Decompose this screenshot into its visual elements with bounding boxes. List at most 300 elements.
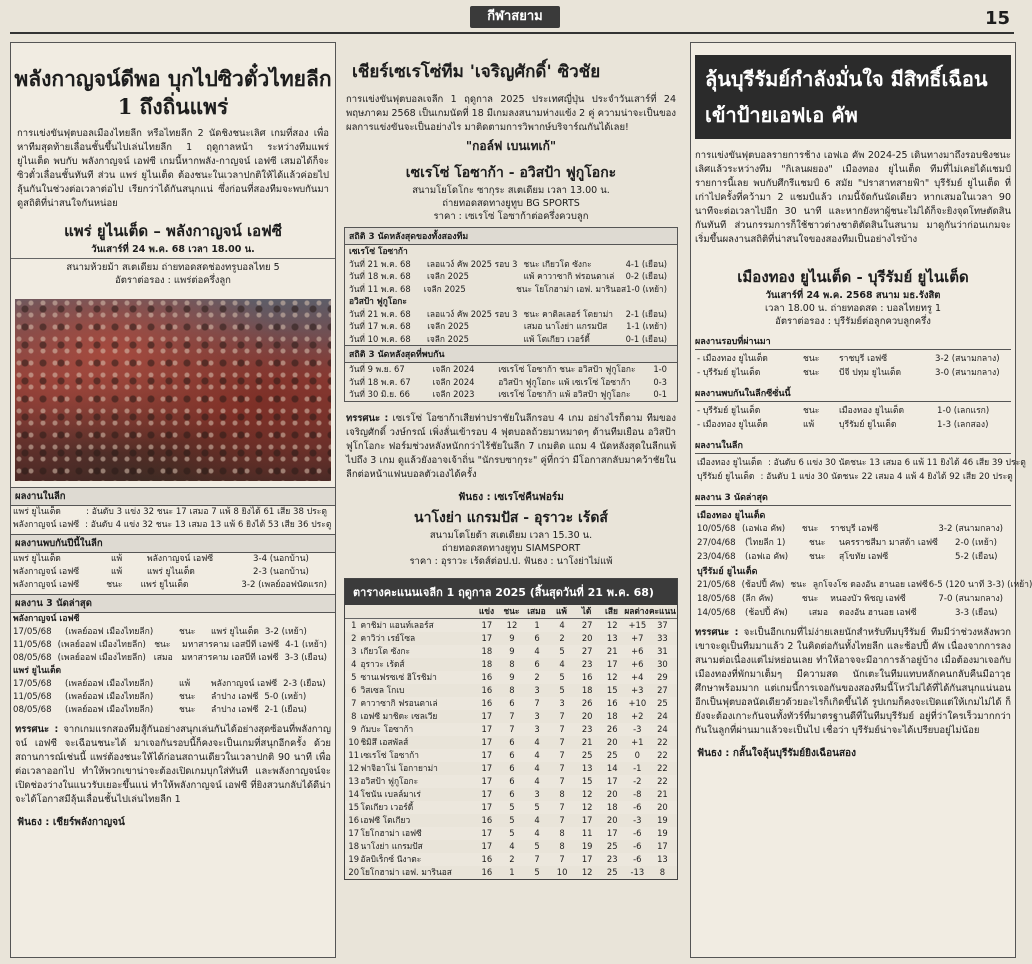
masthead-title: กีฬาสยาม xyxy=(470,6,560,28)
league-header-cell: ได้ xyxy=(581,605,592,616)
league-cell: 2 xyxy=(351,632,357,643)
left-headline: พลังกาญจน์ดีพอ บุกไปซิวตั๋วไทยลีก 1 ถึงถิ่นแพร่ xyxy=(14,66,332,119)
h2h-row-cell: แพร่ ยูไนเต็ด xyxy=(13,554,61,564)
league-cell: 19 xyxy=(657,814,668,825)
league-cell: 25 xyxy=(657,697,668,708)
league-cell: 17 xyxy=(481,801,493,812)
league-cell: 18 xyxy=(606,710,618,721)
league-row-cell: : อันดับ 1 แข่ง 30 นัดชนะ 22 เสมอ 4 แพ้ 4 ยิงได้ 92 เสีย 20 ประตู xyxy=(760,472,1013,482)
right-comment xyxy=(691,620,1015,744)
right-intro: การแข่งขันฟุตบอลรายการช้าง เอฟเอ คัพ 2024-25 เดินทางมาถึงรอบชิงชนะเลิศแล้วระหว่างทีม "กิเลนผยอง" เมืองทอง ยูไนเต็ด ทีมที่ไม่เคยได้แชมป์รายการนี้เลย พบกับศึกรีแชมป์ 6 สมัย "ปราสาทสายฟ้า" บุรีรัมย์ ยูไนเต็ด ที่เก่าไปครั้งที่คว้ามา 2 แชมป์แล้ว เกมนี้จัดกันนัดเดียว หากเสมอในเวลา 90 นาทีจะต่อเวลาไปอีก 30 นาที และหากยังหาผู้ชนะไม่ได้ก็จะยิงจุดโทษตัดสินกันทันที ส่วนกรรมการก็ใช้ชาวต่างชาติตัดสินในสนาม มาดูกันว่าก่อนเกมจะเริ่มขึ้นผลงานสถิติที่น่าสนใจของสองทีมเป็นอย่างไรบ้าง xyxy=(695,150,1011,245)
center-team-b-rows xyxy=(345,308,677,346)
league-cell: 13 xyxy=(581,762,593,773)
result-row xyxy=(691,550,1015,564)
league-cell: 16 xyxy=(348,814,360,825)
league-cell: 8 xyxy=(559,840,565,851)
result-row-cell: สุโขทัย เอฟซี xyxy=(839,552,889,562)
left-comment-text: จากเกมแรกสองทีมสู้กันอย่างสนุกเล่นกันได้อย่างสุดซ้อนที่พลังกาญจน์ เอฟซี จะเฉือนชนะได้ มาเจอกันรอบนี้ก็คงจะเป็นเกมที่สนุกอีกครั้ง ด้วยสถานการณ์เช่นนี้ แพร่ต้องชนะให้ได้ก่อนสถานเดียวในเวลาปกติ 90 นาที เพื่อต่อเวลาออกไป ทำให้พวกเขาน่าจะต้องเปิดเกมบุกใส่ทันที และพลังกาญจน์จะเปิดช่องว่างในแนวรับเยอะขึ้นแน่ ทำให้พลังกาญจน์ เอฟซี ที่ยิงสวนกลับได้ดีน่าจะได้โอกาสมีลุ้นเลื่อนชั้นไปเล่นไทยลีก 1 xyxy=(15,724,331,805)
left-comment xyxy=(11,717,335,813)
league-cell: 22 xyxy=(657,762,668,773)
league-cell: 5 xyxy=(534,866,540,877)
league-cell: 25 xyxy=(606,749,618,760)
result-row xyxy=(13,639,333,652)
league-cell: 1 xyxy=(534,619,540,630)
league-cell: 8 xyxy=(509,658,515,669)
result-row-cell: ลูกโจงโซ ดองอัน ฮานอย เอฟซี xyxy=(812,580,928,590)
result-row xyxy=(691,592,1015,606)
center-bar1: สถิติ 3 นัดหลังสุดของทั้งสองทีม xyxy=(345,228,677,245)
center-h2h-rows xyxy=(345,363,677,401)
result-row-cell: มหาสารคาม เอสบีที เอฟซี xyxy=(181,653,279,663)
center-headline: เชียร์เซเรโซ่ทีม 'เจริญศักดิ์' ซิวชัย xyxy=(352,62,601,82)
result-row-cell: ชนะ xyxy=(154,640,171,650)
league-cell: 14 xyxy=(606,762,618,773)
h2h-row-cell: พลังกาญจน์ เอฟซี xyxy=(13,580,80,590)
league-cell: 3 xyxy=(534,788,540,799)
right-headline: ลุ้นบุรีรัมย์กำลังมั่นใจ มีสิทธิ์เฉือนเข้าป้ายเอฟเอ คัพ xyxy=(695,55,1011,139)
league-cell: 4 xyxy=(534,814,540,825)
result-row-cell: (ลีก คัพ) xyxy=(742,594,774,604)
stat-row-cell: ชนะ โยโกฮาม่า เอฟ. มารินอส xyxy=(516,283,627,294)
h2h-row-cell: แพ้ xyxy=(803,420,815,430)
league-cell: -2 xyxy=(633,775,642,786)
league-row xyxy=(345,619,677,632)
stat-row-cell: 1-0 (เหย้า) xyxy=(626,283,667,294)
league-cell: เกียวโต ซังกะ xyxy=(360,645,410,656)
league-cell: 22 xyxy=(657,736,668,747)
right-match-odds: อัตราต่อรอง : บุรีรัมย์ต่อลูกควบลูกครึ่ง xyxy=(775,316,931,327)
league-cell: 9 xyxy=(509,645,515,656)
league-header-cell: แพ้ xyxy=(555,605,567,616)
stat-row-cell: วันที่ 17 พ.ค. 68 xyxy=(349,321,411,331)
league-cell: 19 xyxy=(581,840,593,851)
right-sub-team1: เมืองทอง ยูไนเต็ด xyxy=(697,511,766,521)
h2h-row-cell: - บุรีรัมย์ ยูไนเต็ด xyxy=(697,406,761,416)
league-row-cell: : อันดับ 6 แข่ง 30 นัดชนะ 13 เสมอ 6 แพ้ 11 ยิงได้ 46 เสีย 39 ประตู xyxy=(768,458,1026,468)
h2h-row-cell: 3-2 (เพลย์ออฟนัดแรก) xyxy=(241,580,327,590)
result-row-cell: 11/05/68 xyxy=(13,692,52,702)
league-cell: 12 xyxy=(506,619,518,630)
league-cell: 21 xyxy=(581,736,593,747)
center-team-a: เซเรโซ่ โอซาก้า xyxy=(349,246,408,256)
league-cell: 17 xyxy=(481,775,493,786)
league-cell: 5 xyxy=(509,827,515,838)
league-cell: 17 xyxy=(581,814,593,825)
league-cell: คาวาซากิ ฟรอนตาเล่ xyxy=(360,697,438,708)
league-cell: 1 xyxy=(509,866,515,877)
league-cell: 27 xyxy=(581,619,593,630)
league-cell: โยโกฮาม่า เอฟ. มารินอส xyxy=(360,866,452,877)
left-last3-section: ผลงาน 3 นัดล่าสุด xyxy=(11,594,335,613)
result-row xyxy=(13,652,333,665)
league-cell: 7 xyxy=(559,710,565,721)
route-row-cell: 3-0 (สนามกลาง) xyxy=(935,368,1000,378)
league-header-cell: ชนะ xyxy=(503,605,520,616)
league-row-cell: : อันดับ 4 แข่ง 32 ชนะ 13 เสมอ 13 แพ้ 6 ยิงได้ 53 เสีย 36 ประตู xyxy=(85,520,332,530)
league-row xyxy=(345,736,677,749)
league-row-cell: แพร่ ยูไนเต็ด xyxy=(13,507,61,517)
h2h-row-cell: บุรีรัมย์ ยูไนเต็ด xyxy=(839,420,897,430)
league-cell: 22 xyxy=(657,775,668,786)
league-cell: โตเกียว เวอร์ดี้ xyxy=(360,801,414,812)
result-row-cell: นครราชสีมา มาสด้า เอฟซี xyxy=(839,538,938,548)
left-league-section: ผลงานในลีก xyxy=(11,487,335,506)
h2h-row-cell: 1-0 (เลกแรก) xyxy=(937,406,990,416)
league-cell: 6 xyxy=(351,684,357,695)
league-cell: 22 xyxy=(657,749,668,760)
league-cell: 18 xyxy=(581,684,593,695)
result-row-cell: มหาสารคาม เอสบีที เอฟซี xyxy=(182,640,280,650)
league-cell: 7 xyxy=(559,736,565,747)
center-stats-table xyxy=(344,227,678,402)
result-row-cell: ชนะ xyxy=(809,552,826,562)
result-row xyxy=(13,691,333,704)
league-row-cell: พลังกาญจน์ เอฟซี xyxy=(13,520,80,530)
result-row-cell: 3-3 (เยือน) xyxy=(284,653,327,663)
league-cell: +7 xyxy=(631,632,644,643)
league-cell: 23 xyxy=(606,853,618,864)
result-row-cell: 11/05/68 xyxy=(13,640,52,650)
result-row xyxy=(13,678,333,691)
league-cell: 20 xyxy=(348,866,360,877)
h2h-row xyxy=(691,404,1015,418)
league-cell: คาวิว่า เรย์โซล xyxy=(360,632,416,643)
league-cell: กัมบะ โอซาก้า xyxy=(360,723,414,734)
league-row xyxy=(345,814,677,827)
league-cell: 31 xyxy=(657,645,668,656)
right-sub-team2: บุรีรัมย์ ยูไนเต็ด xyxy=(697,567,758,577)
league-cell: 7 xyxy=(559,762,565,773)
center-match2-venue: สนามโตโยต้า สเตเดียม เวลา 15.30 น. xyxy=(429,529,593,541)
h2h-row xyxy=(691,418,1015,432)
h2h-row-cell: พลังกาญจน์ เอฟซี xyxy=(13,567,80,577)
league-cell: 19 xyxy=(657,827,668,838)
center-comment xyxy=(342,406,680,488)
result-row-cell: ชนะ xyxy=(179,692,196,702)
stat-row-cell: ชนะ เกียวโต ซังกะ xyxy=(523,258,592,269)
stat-row-cell: ชนะ คาติลเลอร์ โตยาม่า xyxy=(523,308,613,319)
result-row-cell: หนองบัว พิชญ เอฟซี xyxy=(830,594,906,604)
league-cell: -6 xyxy=(633,840,642,851)
center-match2-odds: ราคา : อุราวะ เร้ดส์ต่อป.ป. ฟันธง : นาโงย่าไม่แพ้ xyxy=(409,555,613,567)
h2h-row-cell: ชนะ xyxy=(106,580,123,590)
league-row xyxy=(345,801,677,814)
league-cell: -13 xyxy=(630,866,645,877)
stat-row-cell: แพ้ คาวาซากิ ฟรอนตาเล่ xyxy=(523,271,615,281)
right-route-section: ผลงานรอบที่ผ่านมา xyxy=(695,334,1011,350)
league-table-title: ตารางคะแนนเจลีก 1 ฤดูกาล 2025 (สิ้นสุดวันที่ 21 พ.ค. 68) xyxy=(345,579,677,605)
league-cell: -3 xyxy=(633,814,642,825)
result-row-cell: (เพลย์ออฟ เมืองไทยลีก) xyxy=(57,653,146,663)
stat-row-cell: เจลีก 2023 xyxy=(432,389,475,399)
result-row-cell: ลำปาง เอฟซี xyxy=(211,705,259,715)
league-cell: 29 xyxy=(657,671,668,682)
league-cell: 6 xyxy=(534,632,540,643)
h2h-row-cell: เมืองทอง ยูไนเต็ด xyxy=(839,406,905,416)
league-cell: -1 xyxy=(633,762,642,773)
stat-row-cell: เซเรโซ่ โอซาก้า แพ้ อวิสป้า ฟูกูโอกะ xyxy=(498,389,631,399)
league-cell: 2 xyxy=(509,853,515,864)
result-row-cell: 08/05/68 xyxy=(13,705,52,715)
league-cell: 5 xyxy=(509,801,515,812)
league-cell: 4 xyxy=(534,736,540,747)
right-match-tv: เวลา 18.00 น. ถ่ายทอดสด : บอลไทยทรู 1 xyxy=(764,303,942,314)
league-cell: 8 xyxy=(559,827,565,838)
left-sub-team2: แพร่ ยูไนเต็ด xyxy=(13,666,62,676)
result-row-cell: ชนะ xyxy=(801,594,819,604)
league-cell: ชิมิสึ เอสพัลส์ xyxy=(360,736,409,747)
result-row-cell: เสมอ xyxy=(809,608,829,618)
result-row-cell: ลำปาง เอฟซี xyxy=(211,692,259,702)
result-row-cell: 6-5 (120 นาที 3-3) (เหย้า) xyxy=(928,580,1032,590)
center-match2-title: นาโงย่า แกรมปัส - อุราวะ เร้ดส์ xyxy=(414,509,608,526)
center-author: "กอล์ฟ เบนเทเก้" xyxy=(465,139,557,153)
result-row-cell: เสมอ xyxy=(153,653,173,663)
result-row-cell: ชนะ xyxy=(790,580,807,590)
league-cell: 7 xyxy=(509,710,515,721)
left-team1-rows xyxy=(11,626,335,665)
masthead-rule xyxy=(10,32,1014,34)
left-intro: การแข่งขันฟุตบอลเมืองไทยลีก หรือไทยลีก 2 นัดชิงชนะเลิศ เกมที่สอง เพื่อหาทีมสุดท้ายเลื่อนชั้นขึ้นไปเล่นไทยลีก 1 ฤดูกาลหน้า ระหว่างทีมแพร่ ยูไนเต็ด พบกับ พลังกาญจน์ เอฟซี เกมนี้หากพลัง-กาญจน์ เอฟซี เสมอได้ก็จะซิวตั๋วเลื่อนชั้นทันที ส่วน แพร่ ยูไนเต็ด ต้องชนะในเวลาปกติให้ได้แล้วค่อยไปลุ้นกันในช่วงต่อเวลาต่อไป เรียกว่าได้กันสนุกแน่ ซึ่งก่อนที่สองทีมจะพบกันมาดูสถิติที่น่าสนใจกันหน่อย xyxy=(17,128,329,209)
center-bar2: สถิติ 3 นัดหลังสุดที่พบกัน xyxy=(345,345,677,363)
league-row xyxy=(345,658,677,671)
league-header-cell xyxy=(360,605,473,618)
left-h2h-rows xyxy=(11,553,335,592)
result-row xyxy=(691,606,1015,620)
result-row-cell: (เพลย์ออฟ เมืองไทยลีก) xyxy=(65,705,154,715)
h2h-row-cell: 3-4 (นอกบ้าน) xyxy=(253,554,309,564)
league-cell: 25 xyxy=(606,840,618,851)
result-row-cell: 21/05/68 xyxy=(697,580,736,590)
league-cell: 20 xyxy=(581,710,593,721)
h2h-row-cell: แพ้ xyxy=(111,567,123,577)
league-table-body xyxy=(345,619,677,879)
league-cell: 7 xyxy=(534,853,540,864)
league-row xyxy=(13,506,333,519)
fans-photo xyxy=(15,299,331,481)
league-cell: 10 xyxy=(348,736,360,747)
league-cell: 9 xyxy=(509,632,515,643)
league-cell: โยโกฮาม่า เอฟซี xyxy=(360,827,422,838)
league-cell: 15 xyxy=(606,684,618,695)
center-match2-tv: ถ่ายทอดสดทางยูทูบ SIAMSPORT xyxy=(441,542,581,554)
league-cell: 21 xyxy=(606,645,618,656)
league-row xyxy=(345,645,677,658)
route-row-cell: ราชบุรี เอฟซี xyxy=(839,354,888,364)
center-match1-title: เซเรโซ่ โอซาก้า - อวิสป้า ฟูกูโอกะ xyxy=(405,165,617,181)
h2h-row-cell: 1-3 (เลกสอง) xyxy=(937,420,989,430)
stat-row-cell: 0-3 xyxy=(653,376,667,387)
league-cell: วิสเซล โกเบ xyxy=(360,684,405,695)
h2h-row-cell: 2-3 (นอกบ้าน) xyxy=(253,567,309,577)
stat-row xyxy=(345,258,677,271)
h2h-row-cell: - เมืองทอง ยูไนเต็ด xyxy=(697,420,768,430)
league-cell: 0 xyxy=(634,749,640,760)
result-row-cell: ชนะ xyxy=(179,627,196,637)
league-cell: อุราวะ เร้ดส์ xyxy=(360,658,405,669)
league-cell: 8 xyxy=(509,684,515,695)
league-header-cell: แข่ง xyxy=(478,605,495,616)
left-article xyxy=(10,42,336,958)
league-cell: 1 xyxy=(351,619,357,630)
result-row-cell: ชนะ xyxy=(179,705,196,715)
league-row-cell: บุรีรัมย์ ยูไนเต็ด xyxy=(697,472,755,482)
stat-row xyxy=(345,376,677,389)
center-comment-text: เซเรโซ่ โอซาก้าเสียท่าปราชัยในลีกรอบ 4 เกม อย่างไรก็ตาม ทีมของ เจริญศักดิ์ วงษ์กรณ์ เพิ่งลั่นเข้ารอบ 4 ฟุตบอลถ้วยมาหมาดๆ ด้านทีมเยือน อวิสป้า ฟูโกโอกะ ฟอร์มช่วงหลังหนักกว่าไร้ชัยในลีก 7 เกมติด แถม 4 นัดหลังสุดในลีกแพ้ไปถึง 3 เกม ดูแล้วยังอาจเจ้าถิ่น "นักรบซากุระ" คู่ที่กว่า มีโอกาสกลับมาคว้าชัยในลีกต่อหน้าแฟนบอลตัวเองได้ครั้ง xyxy=(346,412,676,480)
result-row-cell: (เพลย์ออฟ เมืองไทยลีก) xyxy=(65,679,154,689)
league-cell: +1 xyxy=(631,736,644,747)
league-cell: 17 xyxy=(606,827,618,838)
result-row-cell: 7-0 (สนามกลาง) xyxy=(938,594,1003,604)
league-cell: 5 xyxy=(534,801,540,812)
league-cell: +10 xyxy=(628,697,647,708)
right-h2h-rows xyxy=(691,404,1015,432)
league-cell: +3 xyxy=(631,684,644,695)
right-h2h-section: ผลงานพบกันในลีกซีซั่นนี้ xyxy=(695,386,1011,402)
result-row-cell: 18/05/68 xyxy=(697,594,736,604)
route-row-cell: ชนะ xyxy=(803,368,820,378)
league-cell: 7 xyxy=(534,697,540,708)
league-header-cell: คะแนน xyxy=(648,605,676,616)
league-cell: 6 xyxy=(509,749,515,760)
league-cell: 17 xyxy=(481,827,493,838)
league-cell: 14 xyxy=(348,788,360,799)
left-predict xyxy=(11,813,335,832)
league-cell: เอฟซี มาชิดะ เซลเวีย xyxy=(360,710,438,721)
left-league-rows xyxy=(11,506,335,532)
right-league-rows xyxy=(691,456,1026,484)
league-cell: 17 xyxy=(481,736,493,747)
result-row xyxy=(13,626,333,639)
league-cell: +15 xyxy=(628,619,647,630)
right-article xyxy=(690,42,1032,958)
stat-row-cell: วันที่ 30 มิ.ย. 66 xyxy=(349,389,411,399)
right-route-rows xyxy=(691,352,1015,380)
league-row xyxy=(345,684,677,697)
result-row-cell: (ช้อปปี้ คัพ) xyxy=(745,608,788,618)
result-row-cell: (เพลย์ออฟ เมืองไทยลีก) xyxy=(65,692,154,702)
league-cell: 18 xyxy=(481,658,493,669)
league-cell: 12 xyxy=(581,866,593,877)
league-row xyxy=(345,827,677,840)
stat-row-cell: 2-1 (เยือน) xyxy=(625,308,667,319)
league-cell: 26 xyxy=(606,723,618,734)
stat-row-cell: 1-1 (เหย้า) xyxy=(626,321,667,331)
league-row xyxy=(345,853,677,866)
result-row xyxy=(691,536,1015,550)
league-table xyxy=(344,578,678,880)
league-cell: 4 xyxy=(559,619,565,630)
stat-row-cell: วันที่ 18 พ.ค. 67 xyxy=(349,376,411,387)
league-cell: 13 xyxy=(606,632,618,643)
league-cell: 3 xyxy=(534,710,540,721)
league-cell: 17 xyxy=(481,840,493,851)
route-row-cell: - บุรีรัมย์ ยูไนเต็ด xyxy=(697,368,761,378)
league-header-cell: ผลต่าง xyxy=(624,605,649,616)
right-comment-label: ทรรศนะ : xyxy=(695,627,739,638)
league-cell: 6 xyxy=(534,658,540,669)
stat-row xyxy=(345,363,677,376)
right-comment-text: จะเป็นอีกเกมที่ไม่ง่ายเลยนักสำหรับทีมบุรีรัมย์ ทีมมีว่าช่วงหลังพวกเขาจะดูเป็นทีมมาแล้ว 2 ในคิดต่อกันทั้งไทยลีก และช้อปปี้ คัพ เนื่องจากการลงสนามต่อเนื่องแต่ไม่หย่อนเลย ทำให้อาจจะมีอาการล้าอยู่บ้าง เมื่อต้องมาเจอกับเมืองทองที่พักมาเต็มๆ มีความสด นักเตะในทีมแทบหลักคนกลับคืนมีอาวุธศึกษาพร้อมมาก แต่เกมนี้การเจอกันของสองทีมนี้โหว่ไม่ได้ที่ได้กันสนุกแน่นอน อีกเป็นฟุตบอลนัดเดียวด้วยอะไรก็เกิดขึ้นได้ รูปเกมก็คงจะเปิดแต่ให้เกมไม่ได้ ก็ยังจะต้องเกาะกันจนทั้งทัวร์ที่มาตรฐานดีที่ในทีมบุรีรัมย์ อยู่ที่ว่าใครเร็วมากกว่ากันในลูกที่ผ่านมาแล้วจะเป็นไป เชื่อว่า บุรีรัมย์น่าจะได้เปรียบอยู่ไม่น้อย xyxy=(695,627,1011,736)
center-intro: การแข่งขันฟุตบอลเจลีก 1 ฤดูกาล 2025 ประเทศญี่ปุ่น ประจำวันเสาร์ที่ 24 พฤษภาคม 2568 เป็นเกมนัดที่ 18 มีเกมลงสนามห่างแข้ง 2 คู่ ความน่าจะเป็นของผลการแข่งขันจะเป็นอย่างไร มาติดตามการวิพากษ์บริจาร์ณกันได้เลย! xyxy=(346,94,677,133)
stat-row xyxy=(345,320,677,333)
stat-row xyxy=(345,333,677,346)
stat-row-cell: แพ้ โตเกียว เวอร์ดี้ xyxy=(523,333,590,344)
league-header-cell: เสมอ xyxy=(527,605,546,616)
result-row-cell: ชนะ xyxy=(809,538,826,548)
league-cell: 16 xyxy=(481,697,493,708)
league-cell: 7 xyxy=(559,853,565,864)
route-row-cell: 3-2 (สนามกลาง) xyxy=(935,354,1000,364)
result-row-cell: (เพลย์ออฟ เมืองไทยลีก) xyxy=(65,627,154,637)
league-cell: 5 xyxy=(534,840,540,851)
result-row-cell: 3-2 (สนามกลาง) xyxy=(938,524,1003,534)
league-cell: 4 xyxy=(534,827,540,838)
league-cell: 3 xyxy=(559,697,565,708)
stat-row xyxy=(345,270,677,283)
league-header-cell xyxy=(347,605,360,618)
league-cell: 13 xyxy=(348,775,360,786)
league-row xyxy=(13,519,333,532)
result-row-cell: 17/05/68 xyxy=(13,679,52,689)
league-cell: 6 xyxy=(509,775,515,786)
league-cell: 16 xyxy=(481,866,493,877)
league-cell: 24 xyxy=(657,710,668,721)
league-cell: 7 xyxy=(559,723,565,734)
league-cell: 8 xyxy=(559,788,565,799)
masthead xyxy=(0,0,1024,40)
result-row-cell: 2-3 (เยือน) xyxy=(283,679,326,689)
league-cell: 17 xyxy=(481,762,493,773)
league-cell: 13 xyxy=(657,853,668,864)
league-row xyxy=(345,775,677,788)
league-row-cell: : อันดับ 3 แข่ง 32 ชนะ 17 เสมอ 7 แพ้ 8 ยิงได้ 61 เสีย 38 ประตู xyxy=(86,507,327,517)
league-cell: 6 xyxy=(509,788,515,799)
left-predict-label: ฟันธง : xyxy=(17,817,50,828)
league-row xyxy=(345,723,677,736)
league-cell: 33 xyxy=(657,632,668,643)
league-header-cell: เสีย xyxy=(605,605,618,616)
result-row xyxy=(691,522,1015,536)
league-cell: 24 xyxy=(657,723,668,734)
route-row-cell: - เมืองทอง ยูไนเต็ด xyxy=(697,354,768,364)
stat-row-cell: วันที่ 10 พ.ค. 68 xyxy=(349,333,411,344)
stat-row-cell: 0-1 xyxy=(653,389,667,399)
league-cell: ซานเฟรซเซ่ ฮิโรชิม่า xyxy=(360,671,437,682)
league-cell: 17 xyxy=(348,827,360,838)
league-cell: 17 xyxy=(481,723,493,734)
stat-row-cell: อวิสป้า ฟูกูโอกะ แพ้ เซเรโซ่ โอซาก้า xyxy=(498,376,631,387)
league-cell: 26 xyxy=(581,697,593,708)
league-cell: 7 xyxy=(559,814,565,825)
right-predict-label: ฟันธง : xyxy=(697,748,730,759)
league-row-cell: เมืองทอง ยูไนเต็ด xyxy=(697,458,763,468)
league-cell: 15 xyxy=(348,801,360,812)
center-match1-venue: สนามโยโดโกะ ซากุระ สเตเดียม เวลา 13.00 น. xyxy=(412,185,610,196)
stat-row-cell: เซเรโซ่ โอซาก้า ชนะ อวิสป้า ฟูกูโอกะ xyxy=(498,364,636,374)
result-row-cell: 23/04/68 xyxy=(697,552,736,562)
league-cell: 25 xyxy=(581,749,593,760)
league-cell: 17 xyxy=(481,619,493,630)
league-cell: 7 xyxy=(559,749,565,760)
league-cell: 6 xyxy=(509,736,515,747)
stat-row-cell: วันที่ 21 พ.ค. 68 xyxy=(349,308,411,319)
h2h-row-cell: แพร่ ยูไนเต็ด xyxy=(140,580,189,590)
result-row-cell: (เอฟเอ คัพ) xyxy=(742,524,786,534)
league-cell: 19 xyxy=(348,853,360,864)
league-cell: -6 xyxy=(633,801,642,812)
league-cell: 17 xyxy=(606,775,618,786)
